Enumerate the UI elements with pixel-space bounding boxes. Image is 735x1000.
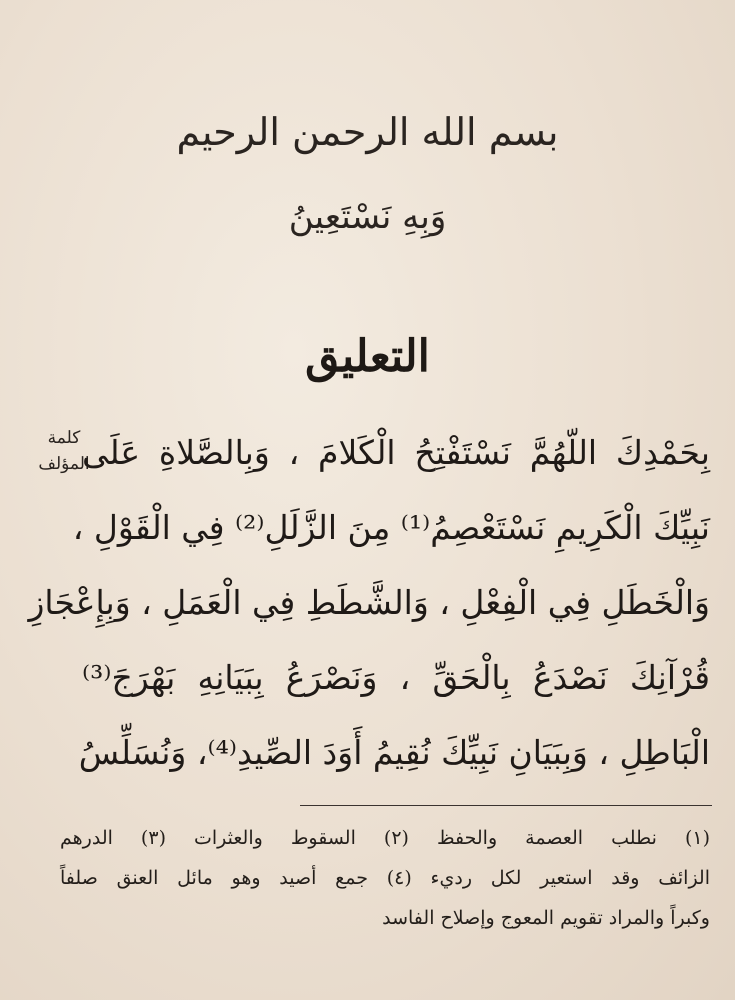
margin-note-line: المؤلف	[38, 454, 90, 475]
footnote-line: الزائف وقد استعير لكل رديء (٤) جمع أصيد وهو مائل العنق صلفاً	[60, 867, 710, 889]
bismillah-heading: بسم الله الرحمن الرحيم	[176, 110, 559, 154]
footnote-divider	[300, 805, 712, 806]
body-line: وَالْخَطَلِ فِي الْفِعْلِ ، وَالشَّطَطِ فِي الْعَمَلِ ، وَبِإِعْجَازِ	[28, 583, 710, 622]
section-title: التعليق	[305, 331, 430, 382]
body-line: نَبِيِّكَ الْكَرِيمِ نَسْتَعْصِمُ⁽¹⁾ مِنَ الزَّلَلِ⁽²⁾ فِي الْقَوْلِ ،	[72, 508, 710, 547]
body-line: الْبَاطِلِ ، وَبِبَيَانِ نَبِيِّكَ نُقِيمُ أَوَدَ الصِّيدِ⁽⁴⁾، وَنُسَلِّسُ	[78, 733, 710, 772]
footnotes	[60, 818, 710, 938]
body-line: قُرْآنِكَ نَصْدَعُ بِالْحَقِّ ، وَنَصْرَعُ بِبَيَانِهِ بَهْرَجَ⁽³⁾	[82, 658, 710, 697]
margin-note-line: كلمة	[47, 428, 81, 448]
footnote-line: (١) نطلب العصمة والحفظ (٢) السقوط والعثرات (٣) الدرهم	[60, 827, 710, 849]
invocation-subtitle: وَبِهِ نَسْتَعِينُ	[288, 197, 447, 237]
body-line: بِحَمْدِكَ اللّهُمَّ نَسْتَفْتِحُ الْكَلامَ ، وَبِالصَّلاةِ عَلَى	[82, 433, 710, 472]
footnote-line: وكبراً والمراد تقويم المعوج وإصلاح الفاسد	[382, 907, 710, 929]
